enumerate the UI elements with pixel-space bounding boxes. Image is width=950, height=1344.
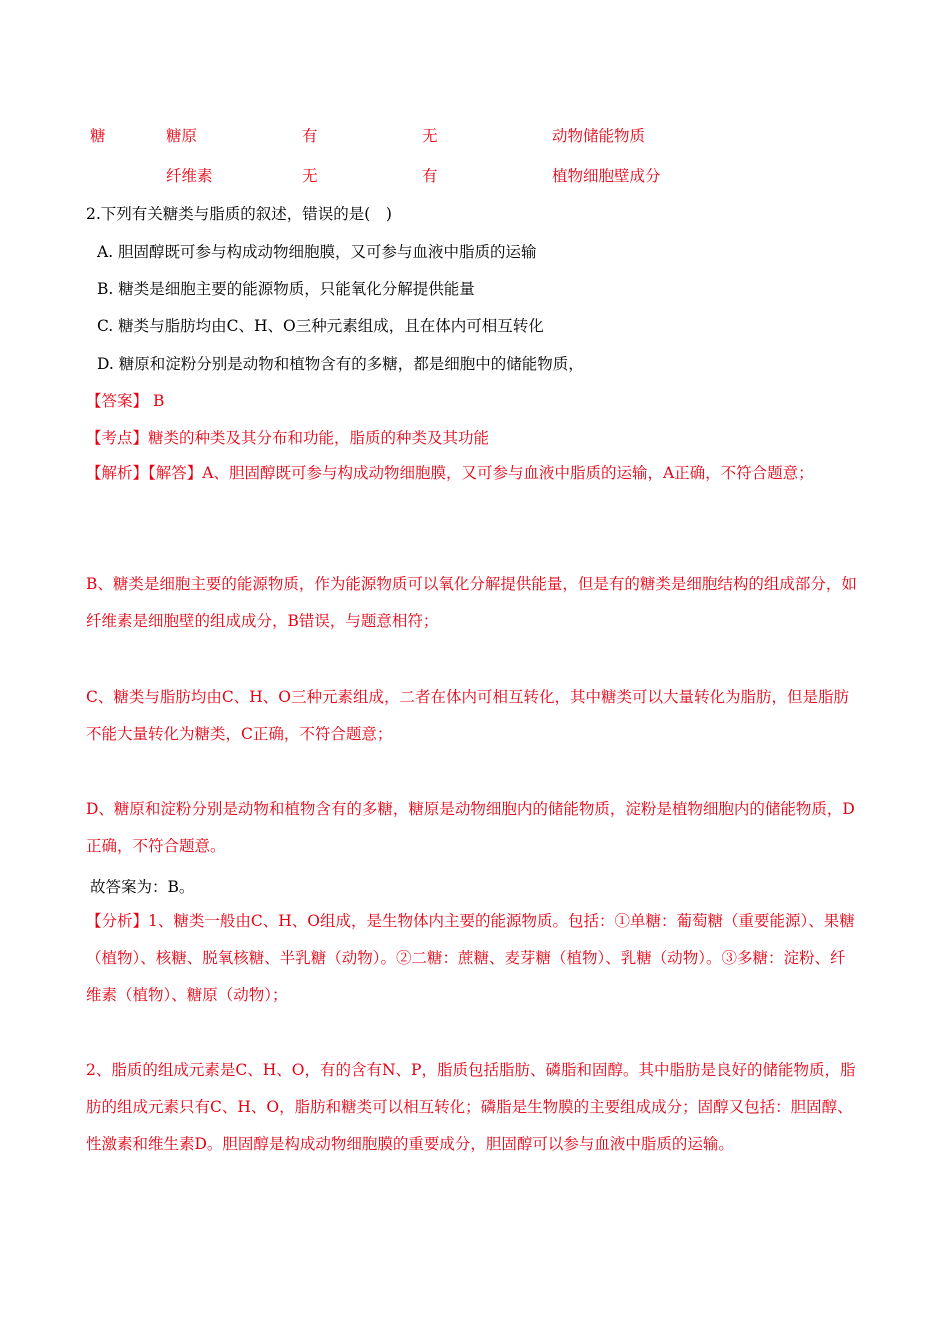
answer-value: B — [152, 392, 165, 410]
topic-line — [86, 426, 489, 448]
option-b: B. 糖类是细胞主要的能源物质，只能氧化分解提供能量 — [97, 280, 475, 298]
answer-line — [86, 389, 164, 411]
analysis-d: D、糖原和淀粉分别是动物和植物含有的多糖，糖原是动物细胞内的储能物质，淀粉是植物细胞内的储能物质，D正确，不符合题意。 — [86, 800, 855, 855]
table-name-cellulose: 纤维素 — [166, 167, 213, 185]
analysis-a — [86, 455, 858, 492]
table-name-glycogen: 糖原 — [166, 127, 198, 145]
option-a: A. 胆固醇既可参与构成动物细胞膜，又可参与血液中脂质的运输 — [97, 243, 537, 261]
answer-label: 【答案】 — [86, 392, 149, 410]
analysis-label: 【解析】【解答】 — [86, 464, 203, 482]
table-function-glycogen: 动物储能物质 — [552, 127, 646, 145]
question-stem: 2.下列有关糖类与脂质的叙述，错误的是( ) — [86, 205, 392, 223]
topic-value: 糖类的种类及其分布和功能，脂质的种类及其功能 — [148, 429, 490, 447]
topic-label: 【考点】 — [86, 429, 149, 447]
table-col-a-glycogen: 有 — [302, 127, 318, 145]
analysis-a-text: A、胆固醇既可参与构成动物细胞膜，又可参与血液中脂质的运输，A正确，不符合题意； — [202, 464, 814, 482]
explain-label: 【分析】 — [86, 912, 149, 930]
table-col-b-cellulose: 有 — [422, 167, 438, 185]
explain-p1 — [86, 903, 858, 1014]
table-col-a-cellulose: 无 — [302, 167, 318, 185]
table-category: 糖 — [90, 127, 106, 145]
explain-p2: 2、脂质的组成元素是C、H、O，有的含有N、P，脂质包括脂肪、磷脂和固醇。其中脂肪是良好的储能物质，脂肪的组成元素只有C、H、O，脂肪和糖类可以相互转化；磷脂是生物膜的主要组成成分；固醇又包括：胆固醇、性激素和维生素D。胆固醇是构成动物细胞膜的重要成分，胆固醇可以参与血液中脂质的运输。 — [86, 1061, 856, 1153]
analysis-b: B、糖类是细胞主要的能源物质，作为能源物质可以氧化分解提供能量，但是有的糖类是细胞结构的组成部分，如纤维素是细胞壁的组成成分，B错误，与题意相符； — [86, 575, 857, 630]
analysis-conclusion: 故答案为：B。 — [90, 878, 195, 896]
table-col-b-glycogen: 无 — [422, 127, 438, 145]
option-d: D. 糖原和淀粉分别是动物和植物含有的多糖，都是细胞中的储能物质， — [97, 355, 584, 373]
analysis-c: C、糖类与脂肪均由C、H、O三种元素组成，二者在体内可相互转化，其中糖类可以大量转化为脂肪，但是脂肪不能大量转化为糖类，C正确，不符合题意； — [86, 688, 849, 743]
table-function-cellulose: 植物细胞壁成分 — [552, 167, 661, 185]
option-c: C. 糖类与脂肪均由C、H、O三种元素组成，且在体内可相互转化 — [97, 317, 544, 335]
explain-p1-text: 1、糖类一般由C、H、O组成，是生物体内主要的能源物质。包括：①单糖：葡萄糖（重要能源）、果糖（植物）、核糖、脱氧核糖、半乳糖（动物）。②二糖：蔗糖、麦芽糖（植物）、乳糖（动物）。③多糖：淀粉、纤维素（植物）、糖原（动物）； — [86, 912, 855, 1004]
